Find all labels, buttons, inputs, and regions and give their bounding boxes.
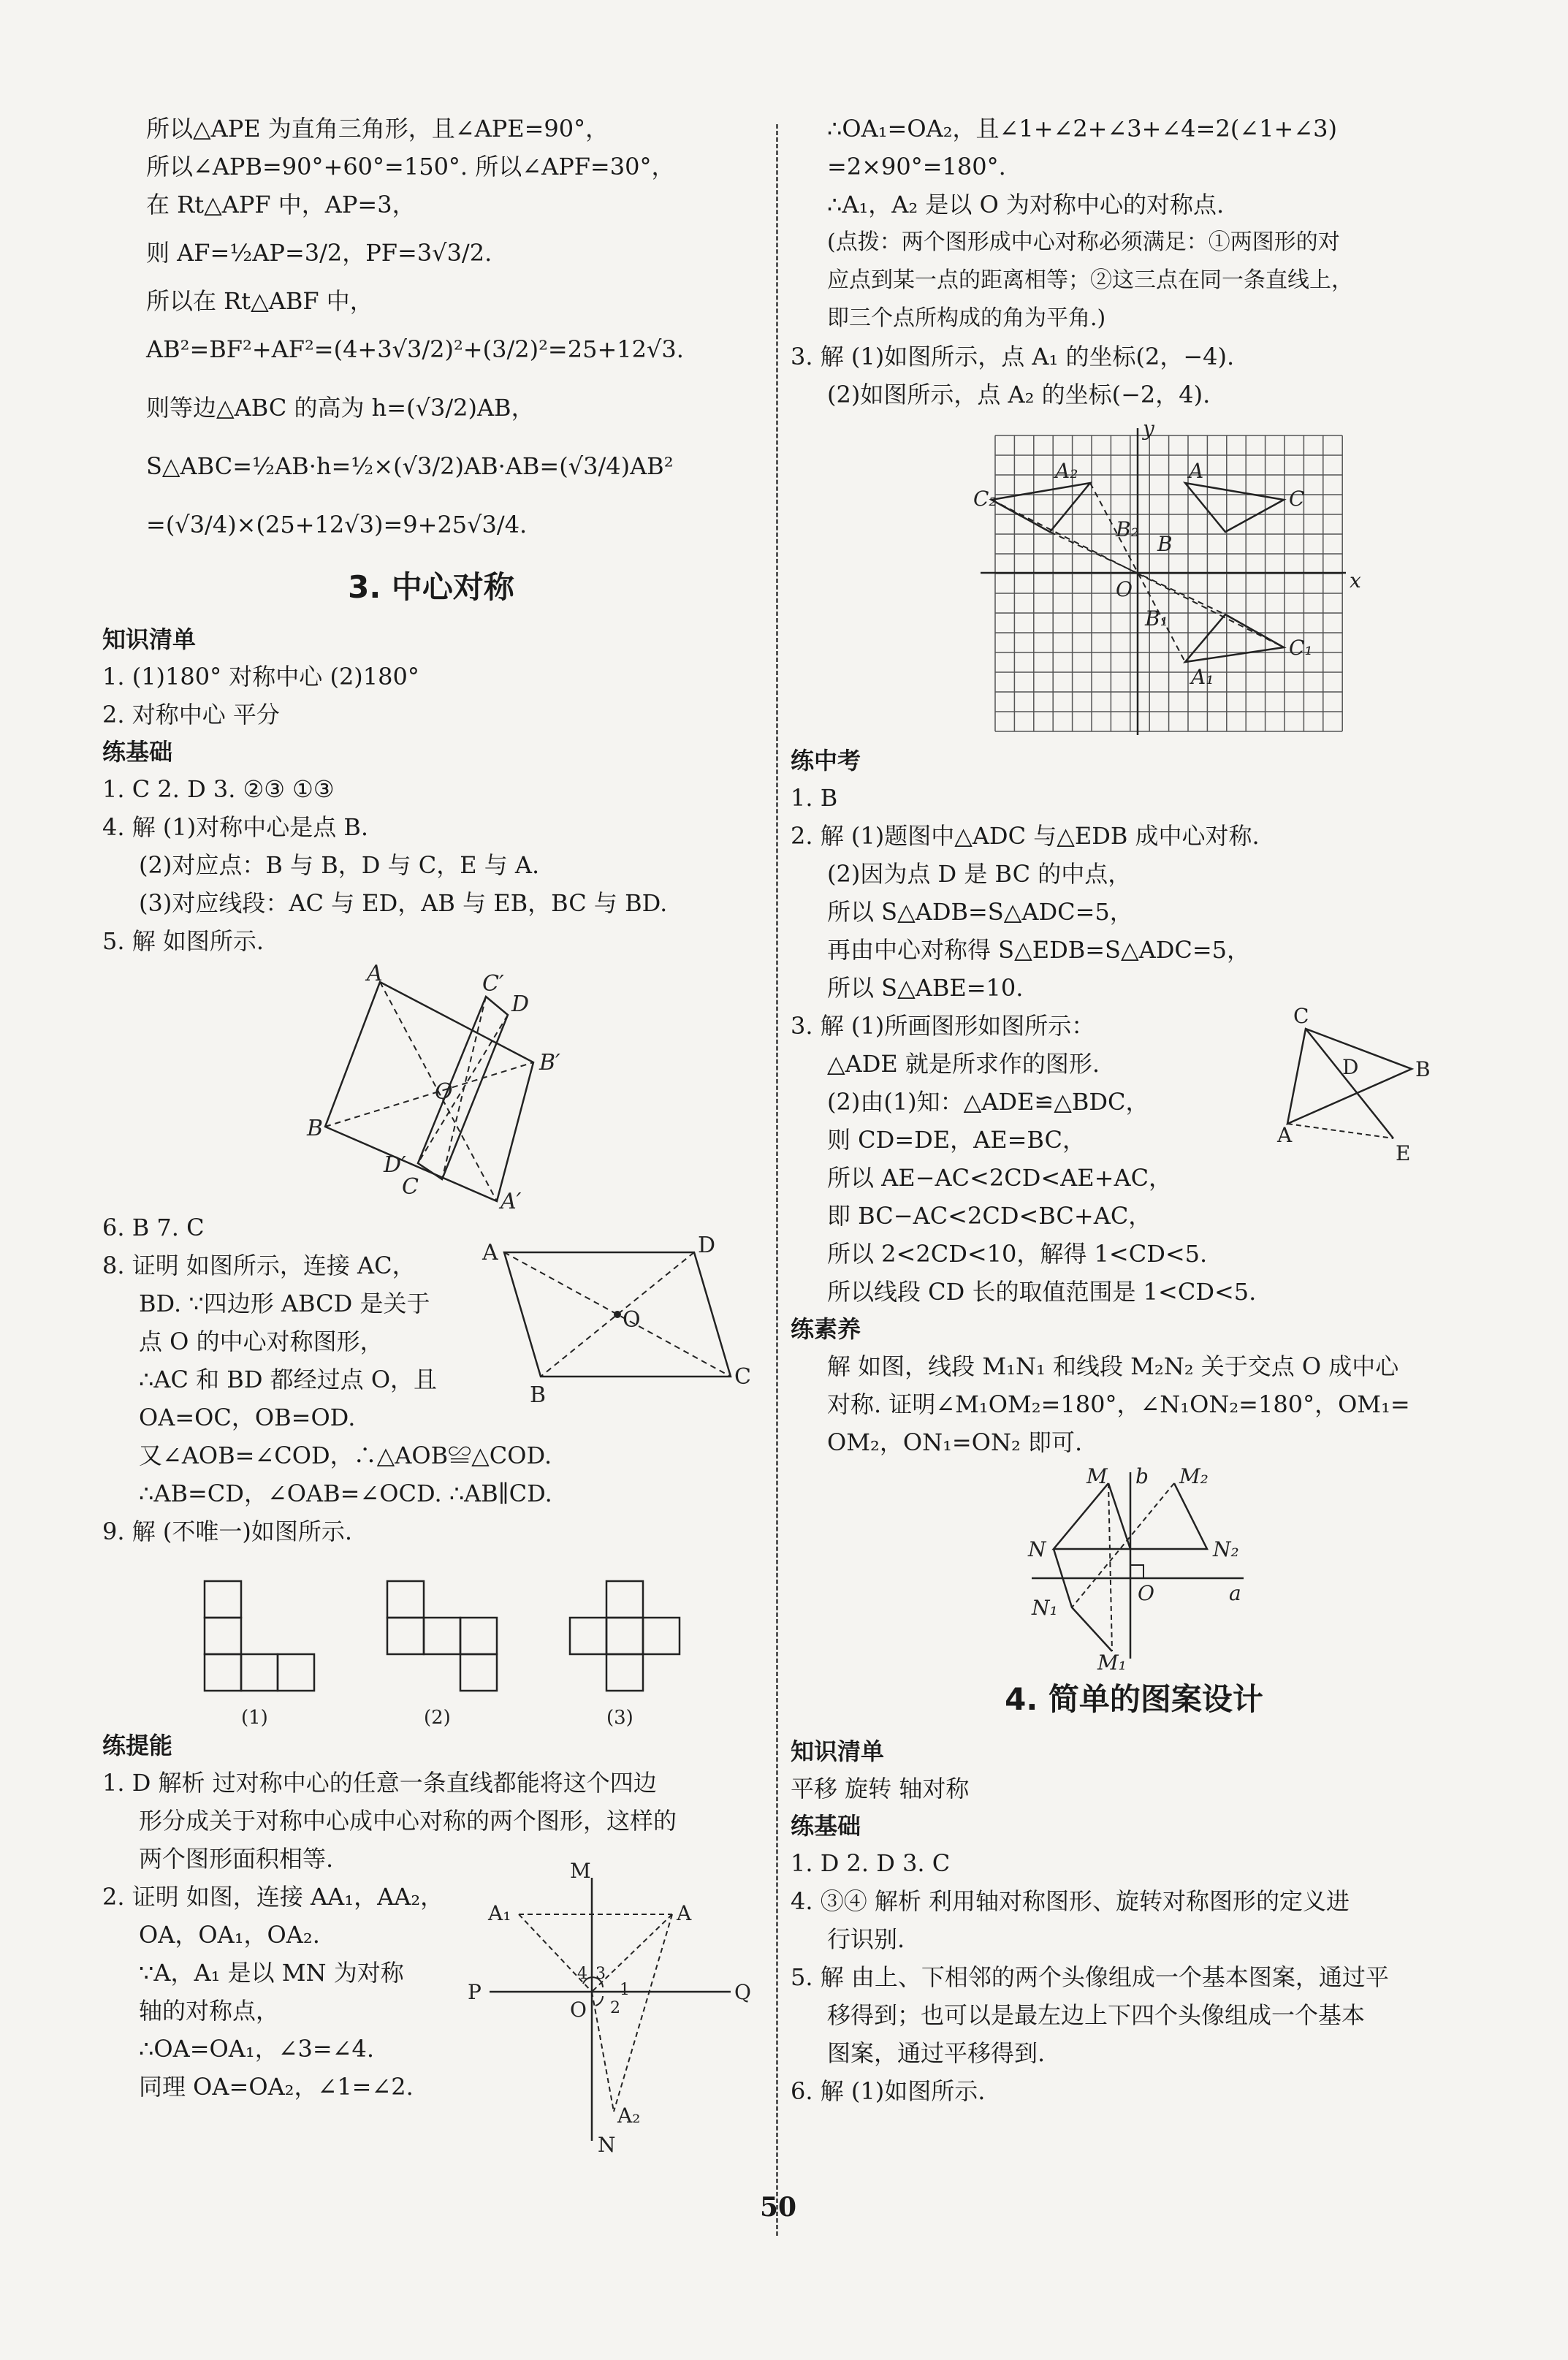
figure-q5-svg [102, 960, 760, 1214]
text-line: 1. (1)180° 对称中心 (2)180° [102, 663, 419, 690]
text-line: 所以 S△ABE=10. [827, 974, 1024, 1002]
text-line: BD. ∵四边形 ABCD 是关于 [139, 1290, 430, 1317]
text-line: 所以 AE−AC<2CD<AE+AC， [827, 1164, 1173, 1192]
text-line: 所以在 Rt△ABF 中， [146, 287, 373, 315]
heading-zhishi: 知识清单 [102, 625, 197, 653]
text-line: (2)对应点：B 与 B，D 与 C，E 与 A. [139, 851, 540, 879]
label: A [1277, 1123, 1293, 1147]
text-line: 5. 解 如图所示. [102, 927, 264, 955]
section-title: 3. 中心对称 [348, 569, 514, 605]
label: B′ [539, 1050, 560, 1076]
figure-zk-svg [1273, 1004, 1463, 1175]
label: A₁ [488, 1901, 511, 1925]
label: O [1116, 577, 1133, 601]
grid-square [606, 1618, 643, 1654]
label: b [1135, 1464, 1149, 1488]
dashed-line [1108, 1483, 1112, 1651]
grid-square [606, 1654, 643, 1691]
text-line: 5. 解 由上、下相邻的两个头像组成一个基本图案，通过平 [791, 1963, 1389, 1991]
figure-grid [791, 414, 1477, 742]
label: P [468, 1980, 482, 2004]
grid-square [205, 1618, 241, 1654]
text-line: =(√3/4)×(25+12√3)=9+25√3/4. [146, 511, 528, 538]
text-line: 3. 解 (1)如图所示，点 A₁ 的坐标(2，−4). [791, 343, 1235, 370]
text-line: 6. B 7. C [102, 1214, 205, 1241]
grid-square [643, 1618, 680, 1654]
triangle-abc [1185, 483, 1284, 532]
label: O [570, 1998, 587, 2022]
heading-zhishi: 知识清单 [791, 1737, 885, 1765]
label: Q [734, 1980, 751, 2004]
text-line: ∴OA=OA₁，∠3=∠4. [139, 2035, 375, 2063]
text-line: 同理 OA=OA₂，∠1=∠2. [139, 2073, 414, 2101]
text-line: ∵A，A₁ 是以 MN 为对称 [139, 1959, 404, 1987]
label: A₁ [1191, 665, 1214, 689]
text-line: 形分成关于对称中心成中心对称的两个图形，这样的 [139, 1807, 677, 1835]
text-line: (2)如图所示，点 A₂ 的坐标(−2，4). [827, 381, 1211, 408]
caption: (1) [241, 1707, 268, 1729]
caption: (2) [424, 1707, 451, 1729]
figure-t2-svg [460, 1859, 753, 2157]
text-line: 2. 解 (1)题图中△ADC 与△EDB 成中心对称. [791, 822, 1260, 850]
grid-square [460, 1618, 497, 1654]
label: A [1189, 459, 1204, 483]
text-line: 2. 证明 如图，连接 AA₁，AA₂， [102, 1883, 444, 1911]
text-line: 9. 解 (不唯一)如图所示. [102, 1518, 353, 1545]
text-line: 图案，通过平移得到. [827, 2039, 1046, 2067]
figure-q9 [102, 1552, 760, 1727]
grid-square [424, 1618, 460, 1654]
text-line: 则等边△ABC 的高为 h=(√3/2)AB， [146, 394, 535, 422]
text-line: △ADE 就是所求作的图形. [827, 1050, 1100, 1078]
text-line: 在 Rt△APF 中，AP=3， [146, 191, 416, 218]
text-line: 4. 解 (1)对称中心是点 B. [102, 813, 369, 841]
text-line: 移得到；也可以是最左边上下四个头像组成一个基本 [827, 2001, 1366, 2029]
text-line: OA=OC，OB=OD. [139, 1404, 356, 1431]
text-line: 则 AF=½AP=3/2，PF=3√3/2. [146, 239, 492, 267]
label: 4 [577, 1965, 587, 1983]
label: y [1143, 416, 1154, 441]
figure-q9-svg [102, 1552, 760, 1727]
grid-square [387, 1618, 424, 1654]
text-line: 6. 解 (1)如图所示. [791, 2077, 986, 2105]
label: D [698, 1233, 716, 1258]
text-line: 8. 证明 如图所示，连接 AC， [102, 1252, 416, 1279]
grid-square [387, 1581, 424, 1618]
label: a [1229, 1581, 1241, 1605]
label: C [402, 1174, 419, 1200]
label: A′ [501, 1189, 522, 1214]
figure-q5 [102, 960, 760, 1214]
label: B₂ [1116, 517, 1139, 541]
text-line: 所以 2<2CD<10，解得 1<CD<5. [827, 1240, 1208, 1268]
label: D [1342, 1055, 1359, 1079]
text-line: 点 O 的中心对称图形， [139, 1328, 384, 1355]
text-line: 所以 S△ADB=S△ADC=5， [827, 898, 1133, 926]
column-divider [776, 124, 778, 2236]
text-line: (点拨：两个图形成中心对称必须满足：①两图形的对 [827, 229, 1340, 255]
grid-square [205, 1654, 241, 1691]
label: M₁ [1097, 1651, 1127, 1675]
label: M [570, 1859, 591, 1883]
label: B [1157, 532, 1173, 556]
page-number: 50 [760, 2192, 797, 2223]
text-line: 即三个点所构成的角为平角.) [827, 305, 1106, 331]
right-column [791, 110, 1477, 2110]
label: N [1028, 1537, 1046, 1561]
text-line: AB²=BF²+AF²=(4+3√3/2)²+(3/2)²=25+12√3. [146, 335, 684, 363]
label: A₂ [617, 2104, 641, 2128]
dashed-line [1287, 1124, 1393, 1138]
text-line: OM₂，ON₁=ON₂ 即可. [827, 1428, 1083, 1456]
text-line: 所以∠APB=90°+60°=150°. 所以∠APF=30°， [146, 153, 675, 180]
label: B₁ [1145, 606, 1168, 631]
label: x [1350, 568, 1361, 593]
text-line: 应点到某一点的距离相等；②这三点在同一条直线上， [827, 267, 1353, 293]
grid-square [205, 1581, 241, 1618]
grid-square [606, 1581, 643, 1618]
label: O [435, 1079, 453, 1105]
label: N₂ [1213, 1537, 1239, 1561]
text-line: 又∠AOB=∠COD，∴△AOB≌△COD. [139, 1442, 552, 1469]
text-line: ∴AC 和 BD 都经过点 O，且 [139, 1366, 438, 1393]
text-line: 4. ③④ 解析 利用轴对称图形、旋转对称图形的定义进 [791, 1887, 1350, 1915]
text-line: ∴OA₁=OA₂，且∠1+∠2+∠3+∠4=2(∠1+∠3) [827, 115, 1337, 142]
figure-grid-svg [791, 414, 1477, 742]
label: D [511, 991, 530, 1017]
text-line: 则 CD=DE，AE=BC， [827, 1126, 1086, 1154]
figure-sy-svg [791, 1461, 1477, 1675]
label: E [1396, 1141, 1411, 1165]
text-line: S△ABC=½AB·h=½×(√3/2)AB·AB=(√3/4)AB² [146, 452, 674, 480]
figure-sy [791, 1461, 1477, 1675]
text-line: 平移 旋转 轴对称 [791, 1775, 970, 1803]
label: M₂ [1179, 1464, 1209, 1488]
text-line: 行识别. [827, 1925, 905, 1953]
label: C₂ [973, 487, 997, 511]
heading-liantineng: 练提能 [102, 1732, 173, 1759]
text-line: ∴A₁，A₂ 是以 O 为对称中心的对称点. [827, 191, 1225, 218]
label: C [1293, 1004, 1309, 1028]
grid-lines [995, 435, 1342, 731]
text-line: 轴的对称点， [139, 1997, 280, 2025]
intro-solution [102, 110, 760, 554]
zk-q3-block [791, 1004, 1477, 1311]
text-line: 所以线段 CD 长的取值范围是 1<CD<5. [827, 1278, 1257, 1306]
text-line: (2)因为点 D 是 BC 的中点， [827, 860, 1132, 888]
polyline-bottom [1054, 1549, 1112, 1651]
label: A [482, 1240, 498, 1265]
label: O [623, 1307, 641, 1333]
label: 3 [595, 1965, 606, 1983]
grid-square [460, 1654, 497, 1691]
text-line: 解 如图，线段 M₁N₁ 和线段 M₂N₂ 关于交点 O 成中心 [827, 1352, 1399, 1380]
text-line: 所以△APE 为直角三角形，且∠APE=90°， [146, 115, 609, 142]
triangle-a1b1c1 [1185, 614, 1284, 662]
heading-lianzhongkao: 练中考 [791, 747, 861, 774]
label: A [677, 1901, 692, 1925]
heading-lianjichu: 练基础 [102, 738, 173, 766]
label: B [1415, 1057, 1431, 1081]
label: A [367, 961, 383, 986]
q8-block [102, 1208, 760, 1552]
text-line: (2)由(1)知：△ADE≌△BDC， [827, 1088, 1149, 1116]
dashed-line [325, 1062, 533, 1127]
text-line: =2×90°=180°. [827, 153, 1006, 180]
text-line: 2. 对称中心 平分 [102, 701, 280, 728]
figure-q8-svg [482, 1233, 751, 1413]
label: D′ [384, 1152, 406, 1178]
label: M [1086, 1464, 1108, 1488]
text-line: 两个图形面积相等. [139, 1845, 334, 1873]
label: O [1138, 1581, 1154, 1605]
text-line: (3)对应线段：AC 与 ED，AB 与 EB，BC 与 BD. [139, 889, 668, 917]
label: A₂ [1055, 459, 1078, 483]
label: C′ [482, 971, 504, 997]
heading-liansuyang: 练素养 [791, 1315, 861, 1343]
label: C₁ [1289, 636, 1313, 660]
center-point [614, 1311, 621, 1318]
dashed-line [1072, 1483, 1174, 1607]
label: B [530, 1382, 547, 1408]
text-line: 再由中心对称得 S△EDB=S△ADC=5， [827, 936, 1251, 964]
label: N [598, 2133, 616, 2157]
label: C [734, 1364, 751, 1390]
text-line: ∴AB=CD，∠OAB=∠OCD. ∴AB∥CD. [139, 1480, 552, 1507]
caption: (3) [606, 1707, 633, 1729]
quad-a [325, 982, 533, 1201]
left-column [102, 110, 760, 2157]
label: C [1289, 487, 1305, 511]
section-title: 4. 简单的图案设计 [1005, 1681, 1263, 1717]
segment [1108, 1483, 1130, 1549]
label: B [307, 1116, 324, 1141]
text-line: 1. B [791, 784, 838, 812]
label: N₁ [1032, 1596, 1058, 1620]
text-line: 即 BC−AC<2CD<BC+AC， [827, 1202, 1152, 1230]
text-line: 3. 解 (1)所画图形如图所示： [791, 1012, 1095, 1040]
dashed-line [418, 1015, 508, 1163]
right-angle [1130, 1565, 1143, 1578]
heading-lianjichu: 练基础 [791, 1812, 861, 1840]
grid-square [241, 1654, 278, 1691]
text-line: 1. D 解析 过对称中心的任意一条直线都能将这个四边 [102, 1769, 657, 1797]
text-line: 1. D 2. D 3. C [791, 1849, 951, 1877]
dashed-line [614, 1914, 672, 2112]
grid-square [570, 1618, 606, 1654]
label: 1 [620, 1981, 630, 1999]
text-line: OA，OA₁，OA₂. [139, 1921, 320, 1949]
text-line: 对称. 证明∠M₁OM₂=180°，∠N₁ON₂=180°，OM₁= [827, 1390, 1410, 1418]
grid-square [278, 1654, 314, 1691]
text-line: 1. C 2. D 3. ②③ ①③ [102, 775, 335, 803]
label: 2 [610, 1999, 620, 2017]
